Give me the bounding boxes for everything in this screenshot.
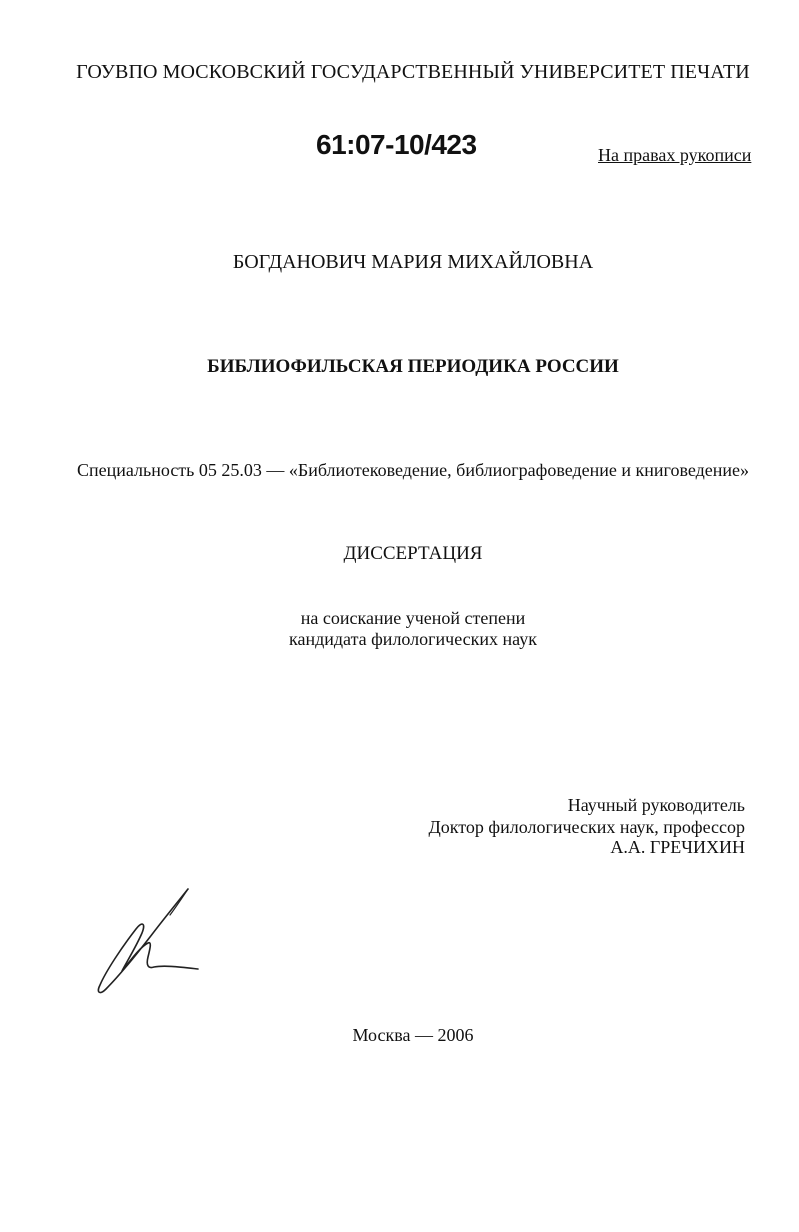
document-type: ДИССЕРТАЦИЯ	[343, 543, 483, 564]
supervisor-degree: Доктор филологических наук, профессор	[428, 817, 745, 837]
dissertation-title: БИБЛИОФИЛЬСКАЯ ПЕРИОДИКА РОССИИ	[207, 356, 619, 377]
specialty-line: Специальность 05 25.03 — «Библиотековедение, библиографоведение и книговедение»	[77, 460, 749, 480]
degree-line-1: на соискание ученой степени	[300, 608, 526, 628]
university-name: ГОУВПО МОСКОВСКИЙ ГОСУДАРСТВЕННЫЙ УНИВЕРСИТЕТ ПЕЧАТИ	[76, 61, 750, 83]
supervisor-name: А.А. ГРЕЧИХИН	[610, 837, 745, 857]
signature-icon	[92, 885, 204, 997]
author-name: БОГДАНОВИЧ МАРИЯ МИХАЙЛОВНА	[232, 251, 594, 273]
degree-line-2: кандидата филологических наук	[289, 629, 537, 649]
rights-note: На правах рукописи	[598, 145, 752, 165]
city-year: Москва — 2006	[352, 1025, 474, 1045]
archive-code: 61:07-10/423	[316, 129, 477, 160]
supervisor-role: Научный руководитель	[567, 795, 745, 815]
